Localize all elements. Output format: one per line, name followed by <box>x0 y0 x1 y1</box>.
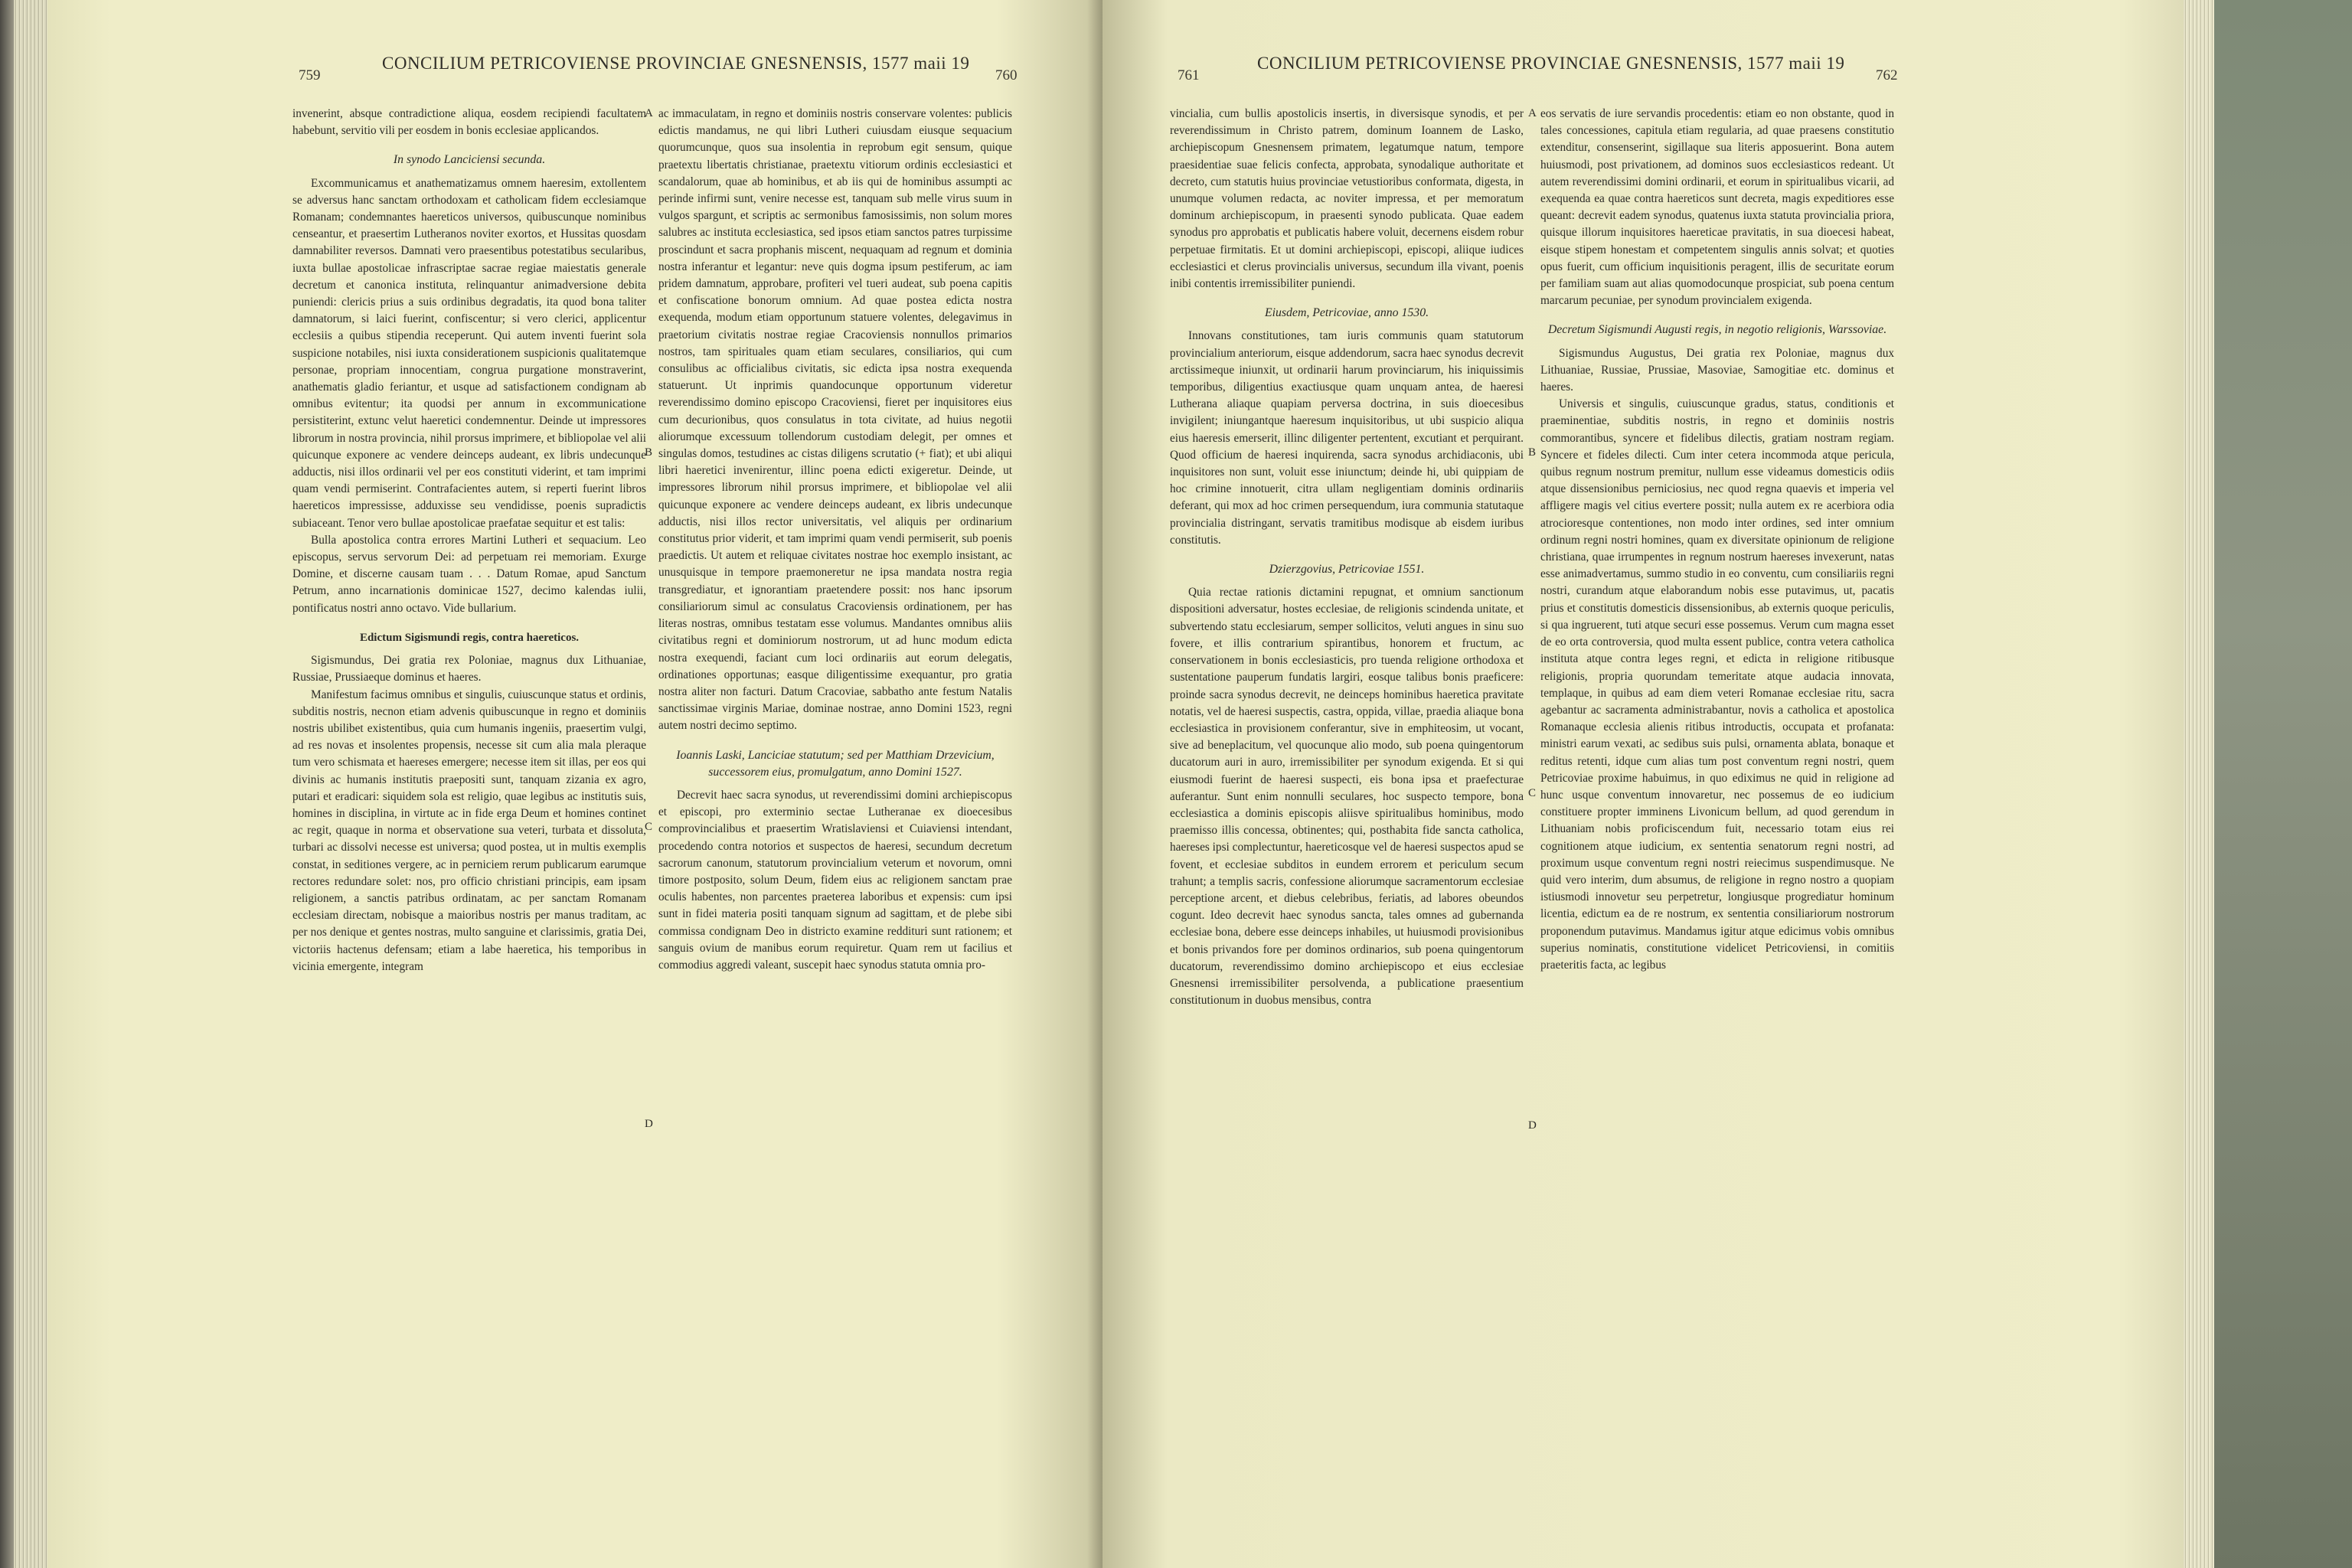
left-page <box>47 0 1102 1568</box>
page-number: 761 <box>1178 67 1200 83</box>
running-head: CONCILIUM PETRICOVIENSE PROVINCIAE GNESNENSIS, 1577 maii 19 <box>382 54 970 73</box>
background-right <box>2214 0 2352 1568</box>
page-number: 759 <box>299 67 321 83</box>
paragraph: Manifestum facimus omnibus et singulis, cuiuscunque status et ordinis, subditis nostris, necnon etiam advenis quibuscunque in regno et dominiis nostris ubilibet existentibus, quia cum humanis ingeniis, praesertim vulgi, ad res novas et insolentes propensis, necesse sit cum alia mala pleraque tum vero schismata et haereses emergere; necesse item sit illas, per eos qui divinis ac humanis institutis praepositi sunt, tanquam zizania ex agro, putari et eradicari: siquidem sola est religio, quae legibus ac institutis suis, homines in disciplina, in virtute ac in fide erga Deum et homines continet ac regit, quaque in norma et observatione sua veteri, turbata et dissoluta, turbari ac dissolvi necesse est universa; quod postea, ut in multis exemplis constat, in seditiones vergere, ac in perniciem rerum publicarum earumque rectores redundare solet: nos, pro officio christiani principis, eam ipsam religionem, a sanctis patribus ordinatam, ac per sanctam Romanam ecclesiam directam, nobisque a maioribus nostris per manus traditam, ac per nos denique et gentes nostras, multo sanguine et clarissimis, gratia Dei, victoriis hactenus defensam; etiam a labe haeretica, his temporibus in vicinia emergente, integram <box>292 688 646 973</box>
text-column-left-1 <box>292 106 646 1553</box>
paragraph: invenerint, absque contradictione aliqua, eosdem recipiendi facultatem habebunt, servitio vili per eosdem in bonis ecclesiae applicandos. <box>292 107 646 138</box>
margin-marker: A <box>645 107 653 119</box>
running-head: CONCILIUM PETRICOVIENSE PROVINCIAE GNESNENSIS, 1577 maii 19 <box>1257 54 1845 73</box>
margin-marker: A <box>1528 107 1537 119</box>
margin-marker: C <box>1528 787 1537 799</box>
text-column-left-2 <box>658 106 1012 1553</box>
paragraph: Sigismundus, Dei gratia rex Poloniae, magnus dux Lithuaniae, Russiae, Prussiaeque dominus et haeres. <box>292 654 646 684</box>
page-edges-right <box>2184 0 2214 1568</box>
paragraph: Universis et singulis, cuiuscunque gradus, status, conditionis et praeminentiae, subditis nostris, in regno et dominiis nostris commorantibus, syncere et fidelibus dilectis, gratiam nostram regiam. Syncere et fideles dilecti. Cum inter cetera incommoda atque pericula, quibus regnum nostrum premitur, nullum esse videamus domesticis odiis atque dissensionibus perniciosius, nec quod regna quaevis et imperia vel affligere magis vel citius evertere possit; nulla autem ex re acerbiora odia atrocioresque contentiones, non modo inter ordines, sed inter omnium ordinum regni nostri homines, quam ex diversitate opinionum de religione christiana, quae irrumpentes in regnum nostrum haereses invexerunt, natas esse animadvertamus, summo studio in eo conventu, cum consiliariis regni nostri, curandum atque elaborandum nobis esse putavimus, ut, pacatis prius et constitutis domesticis dissensionibus, ab externis quoque periculis, si qua ingruerent, tuti atque securi esse possemus. Verum cum magna esset de eo orta controversia, quod multa essent publice, contra vetera catholica instituta atque contra leges regni, et edicta in religione ritibusque religionis, propria quorundam temeritate atque audacia innovata, templaque, in quibus ad eam diem veteri Romanae ecclesiae ritu, sacra agebantur ac sacramenta administrabantur, novis a catholica et apostolica Romanaque ecclesia alienis ritibus introductis, occupata et profanata: ministri earum vexati, ac sedibus suis pulsi, ornamenta ablata, bonaque et reditus retenti, idque cum alias tum post conventum regni nostri, quem Petricoviae proxime habuimus, in quo ediximus ne quid in religione ad hunc usque conventum innovaretur, nec possemus de eo iudicium constituere propter imminens Livonicum bellum, ad quod gerendum in Lithuaniam nobis proficiscendum fuit, necessario totam eius rei cognitionem atque iudicium, ex sententia senatorum regni nostri, ad proximum usque conventum regni nostri reiecimus suspendimusque. Ne quid vero interim, dum absumus, de religione in regno nostro a quopiam istiusmodi innovetur seu perpetretur, longiusque progrediatur hominum licentia, edictum ea de re nostrum, ex sententia consiliariorum nostrorum proponendum putavimus. Mandamus igitur atque edicimus vobis omnibus superius nominatis, constitutione videlicet Petricoviensi, in comitiis praeteritis facta, ac legibus <box>1540 397 1894 972</box>
right-page <box>1102 0 2184 1568</box>
section-heading: In synodo Lanciciensi secunda. <box>393 153 546 167</box>
paragraph: Sigismundus Augustus, Dei gratia rex Poloniae, magnus dux Lithuaniae, Russiae, Prussiae, Masoviae, Samogitiae etc. dominus et haeres. <box>1540 346 1894 394</box>
text-column-right-2 <box>1540 106 1894 1553</box>
margin-marker: B <box>1528 446 1537 459</box>
paragraph: vincialia, cum bullis apostolicis insertis, in diversisque synodis, et per reverendissimum in Christo patrem, dominum Ioannem de Lasko, archiepiscopum Gnesnensem primatem, legatumque natum, tempore praesidentiae suae felicis confecta, approbata, synodalique authoritate et decreto, cum statutis huius provinciae vetustioribus conformata, digesta, in unumque volumen redacta, ac noviter impressa, et per memoratum dominum archiepiscopum, in praesenti synodo publicata. Quae eadem synodus pro approbatis et publicatis habere voluit, decernens eisdem robur perpetuae firmitatis. Et ut domini archiepiscopi, episcopi, aliique iudices ecclesiastici et clerus provincialis universus, secundum illa vivant, poenis inibi contentis irremissibiliter puniendi. <box>1170 107 1524 291</box>
paragraph: Excommunicamus et anathematizamus omnem haeresim, extollentem se adversus hanc sanctam orthodoxam et catholicam fidem ecclesiamque Romanam; condemnantes haereticos universos, quibuscunque nominibus censeantur, et praesertim Lutheranos noviter exortos, et Hussitas quosdam damnabiliter reversos. Damnati vero praesentibus potestatibus secularibus, iuxta bullae apostolicae infrascriptae sacrae regiae maiestatis generale decretum et canonica instituta, relinquantur animadversione debita puniendi: clericis prius a suis ordinibus degradatis, ita quod bona taliter damnatorum, si laici fuerint, confiscentur; si vero clerici, applicentur ecclesiis a quibus stipendia receperunt. Qui autem inventi fuerint sola suspicione notabiles, nisi iuxta considerationem suspicionis qualitatemque personae, propriam innocentiam, congrua purgatione monstraverint, anathematis gladio feriantur, et usque ad satisfactionem condignam ab omnibus evitentur; ita quodsi per annum in excommunicatione persistiterint, extunc velut haeretici condemnentur. Deinde ut impressores librorum in nostra provincia, nihil prorsus imprimere, et bibliopolae vel alii quicunque exponere ac vendere deinceps audeant, ex libris undecunque adductis, nisi illos ordinarii vel per eos constituti viderint, et tam imprimi quam vendi permiserint. Contrafacientes autem, si reperti fuerint libros haereticos impressisse, adduxisse seu vendidisse, poenis supradictis subiaceant. Tenor vero bullae apostolicae praefatae sequitur et est talis: <box>292 176 646 530</box>
paragraph: ac immaculatam, in regno et dominiis nostris conservare volentes: publicis edictis mandamus, ne qui libri Lutheri cuiusdam eiusque sequacium quorumcunque, quos sua insolentia in reprobum egit sensum, quique praetextu libertatis christianae, praetextu vitiorum ordinis ecclesiastici et scandalorum, quae ab hominibus, et ab iis qui de hominibus assumpti ac perinde infirmi sunt, venire necesse est, tanquam sub melle virus suum in vulgos spargunt, et scriptis ac sermonibus famosissimis, non solum mores salubres ac instituta ecclesiastica, sed ipsos etiam sanctos patres turpissime proscindunt et sacra prophanis miscent, nequaquam ad regnum et dominia nostra inferantur et legantur: neve quis dogma ipsum pestiferum, ac iam pridem damnatum, approbare, profiteri vel tueri audeat, sub poena capitis et confiscatione bonorum omnium. Ad quae postea edicta nostra exequenda, modum etiam opportunum statuere volentes, delegavimus in praetorium civitatis nostrae regiae Cracoviensis nonnullos primarios nostros, tam spirituales quam etiam seculares, consiliarios, qui cum consulibus ac officialibus civitatis, sic edicta ipsa nostra exequenda statuerunt. Ut inprimis quandocunque opportunum videretur reverendissimo domino episcopo Cracoviensi, fieret per inquisitores eius cum decurionibus, quos consulatus in tota civitate, ad huius negotii aliorumque excessuum tollendorum custodiam delegit, per omnes et singulas domos, testudines ac cistas diligens scrutatio (+ fiat); et ubi aliqui libri haeretici invenirentur, illinc poena edicti exigeretur. Deinde, ut impressores librorum nihil prorsus imprimere, et bibliopolae vel alii quicunque exponere ac vendere deinceps audeant, ex libris undecunque adductis, nisi illos rector universitatis, vel aliquis per ordinarium constitutus prior viderit, et tam imprimi quam vendi permiserit, sub poenis praedictis. Ut autem et reliquae civitates nostrae hoc exemplo insistant, ac unusquisque in tempore praemoneretur ne ipsa mandata nostra regia transgrediatur, et ignorantiam praetendere possit: nos hanc ipsorum consiliariorum simul ac consulatus Cracoviensis ordinationem, per has literas nostras, omnibus testatam esse volumus. Mandantes omnibus aliis civitatibus regni et dominiorum nostrorum, ut ad hunc modum edicta nostra exequendi, faciant cum loci ordinariis aut eorum delegatis, ordinationes opportunas; easque diligentissime exequantur, pro gratia nostra aliter non facturi. Datum Cracoviae, sabbatho ante festum Natalis sanctissimae virginis Mariae, dominae nostrae, anno Domini 1523, regni autem nostri decimo septimo. <box>658 107 1012 733</box>
section-heading: Eiusdem, Petricoviae, anno 1530. <box>1264 306 1429 320</box>
paragraph: Bulla apostolica contra errores Martini Lutheri et sequacium. Leo episcopus, servus servorum Dei: ad perpetuam rei memoriam. Exurge Domine, et discerne causam tuam . . . Datum Romae, apud Sanctum Petrum, anno incarnationis dominicae 1527, decimo kalendas iulii, pontificatus nostri anno octavo. Vide bullarium. <box>292 533 646 615</box>
book-edge-left <box>0 0 14 1568</box>
text-column-right-1 <box>1170 106 1524 1553</box>
margin-marker: C <box>645 821 653 833</box>
section-heading: Dzierzgovius, Petricoviae 1551. <box>1269 563 1425 577</box>
page-edges-left <box>14 0 47 1568</box>
section-heading: Decretum Sigismundi Augusti regis, in negotio religionis, Warssoviae. <box>1547 323 1887 337</box>
paragraph: Decrevit haec sacra synodus, ut reverendissimi domini archiepiscopus et episcopi, pro exterminio sectae Lutheranae ex dioecesibus comprovincialibus et praesertim Wratislaviensi et Cuiaviensi intendant, procedendo contra notorios et suspectos de haeresi, secundum decretum sacrorum canonum, statutorum provincialium veterum et novorum, omni timore postposito, solum Deum, fidem eius ac religionem sanctam prae oculis habentes, non parcentes praeterea laboribus et expensis: cum ipsi sunt in fidei materia positi tanquam signum ad sagittam, et de plebe sibi commissa condignam Deo in districto examine reddituri sunt rationem; et sanguis ovium de manibus eorum requiretur. Quam rem ut facilius et commodius aggredi valeant, suscepit haec synodus statuta omnia pro- <box>658 788 1012 972</box>
margin-marker: D <box>1528 1119 1537 1132</box>
paragraph: Innovans constitutiones, tam iuris communis quam statutorum provincialium anteriorum, eisque addendorum, sacra haec synodus decrevit arctissimeque iniunxit, ut ordinarii harum provinciarum, his iniquissimis temporibus, diligentius exactiusque quam unquam antea, de haeresi Lutherana aliaque quapiam perversa doctrina, in suis dioecesibus invigilent; iniungantque haeresum inquisitoribus, ut ubi suspicio aliqua eius haeresis emerserit, illinc diligenter pertentent, excutiant et perquirant. Quod officium de haeresi inquirenda, sacra synodus archidiaconis, ubi inquisitores non sunt, voluit esse iniunctum; deinde hi, ubi quippiam de hoc crimine innotuerit, citra ullam negligentiam dominis ordinariis deferant, qui mox ad hoc crimen persequendum, iura communia statutaque provincialia distringant, servatis tramitibus modisque ab eisdem iuribus constitutis. <box>1170 329 1524 547</box>
section-heading: Edictum Sigismundi regis, contra haereticos. <box>359 631 580 644</box>
margin-marker: B <box>645 446 653 459</box>
margin-marker: D <box>645 1118 653 1130</box>
paragraph: Quia rectae rationis dictamini repugnat, et omnium sanctionum dispositioni adversatur, hostes ecclesiae, de religionis scindenda unitate, et subvertendo statu ecclesiarum, semper sollicitos, veluti angues in sinu suo fovere, et illis contrarium spirantibus, honorem et fructum, ac conservationem in bonis ecclesiasticis, pro tuenda religione orthodoxa et sustentatione pauperum fundatis largiri, eosque talibus bonis praeficere: proinde sacra synodus decrevit, ne deinceps hominibus haeretica pravitate notatis, vel de haeresi suspectis, castra, oppida, villae, praedia aliaque bona ecclesiastica in provisionem conferantur, sive in emphiteosim, ut vocant, sive ad beneplacitum, vel quocunque alio modo, sub poena quingentorum ducatorum auri in auro, irremissibiliter per synodum exigenda. Et si qui eiusmodi fuerint de haeresi suspecti, eis bona ipsa et praefecturae auferantur. Sunt enim nonnulli seculares, hoc suspecto tempore, bona ecclesiastica a dominis episcopis aliisve spiritualibus hominibus, modo praemisso illis concessa, obtinentes; qui, posthabita fide sancta catholica, haereses ipsi complectuntur, haereticosque vel de haeresi suspectos apud se fovent, et ecclesiae subditos in eundem errorem et periculum secum trahunt; a templis sacris, confessione aliorumque sacramentorum ecclesiae perceptione arcent, et diebus celebribus, feriatis, ad labores obeundos cogunt. Ideo decrevit haec synodus sancta, tales omnes ad gubernanda ecclesiae bona, debere esse deinceps inhabiles, ut huiusmodi provisionibus et bonis privandos fore per dominos ordinarios, sub poena quingentorum ducatorum, reverendissimo domino archiepiscopo et eius ecclesiae Gnesnensi irremissibiliter persolvenda, a publicatione praesentium constitutionum in duobus mensibus, contra <box>1170 586 1524 1008</box>
page-number: 760 <box>995 67 1018 83</box>
page-number: 762 <box>1876 67 1898 83</box>
paragraph: eos servatis de iure servandis procedentis: etiam eo non obstante, quod in tales concessiones, capitula etiam regularia, ad quae praesens constitutio extenditur, consenserint, sigillaque sua literis apposuerint. Bona autem huiusmodi, post privationem, ad dominos suos ecclesiasticos redeant. Ut autem reverendissimi domini ordinarii, et eorum in spiritualibus vicarii, ad exequenda ea quae contra haereticos sunt decreta, magis expeditiores esse queant: decrevit eadem synodus, quatenus iuxta statuta provincialia priora, quisque illorum inquisitores haereticae pravitatis, in sua dioecesi habeat, eisque stipem honestam et competentem singulis annis solvat; et quoties opus fuerit, cum officium inquisitionis peragent, illis de securitate eorum per familiam suam aut alias quomodocunque prospiciat, sub poena centum marcarum pecuniae, per synodum provincialem exigenda. <box>1540 107 1894 308</box>
section-heading: Ioannis Laski, Lanciciae statutum; sed per Matthiam Drzevicium, successorem eius, promulgatum, anno Domini 1527. <box>676 748 995 779</box>
